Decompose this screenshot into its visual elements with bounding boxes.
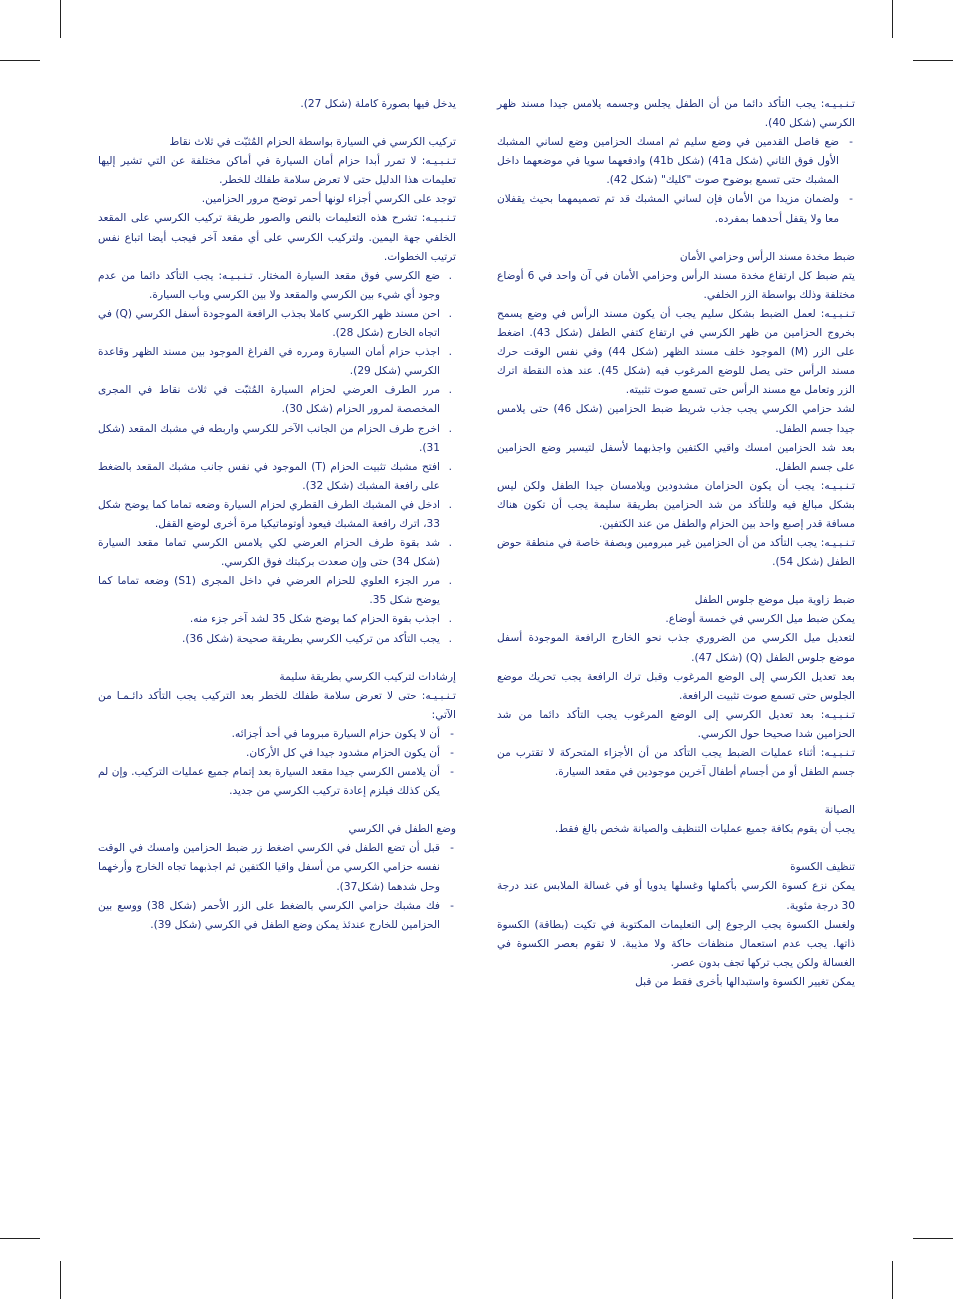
section-heading: الصيانة: [824, 804, 855, 817]
list-item: . اجذب حزام أمان السيارة ومرره في الفراغ الموجود بين مسند الظهر وقاعدة الكرسي (شكل 29).: [98, 343, 456, 381]
warning-paragraph: تـنـبـيـه: يجب التأكد دائما من أن الطفل يجلس وجسمه يلامس جيدا مسند ظهر الكرسي (شكل 40).: [497, 98, 855, 130]
list-item: . ضع الكرسي فوق مقعد السيارة المختار. تـنـبـيـه: يجب التأكد دائما من عدم وجود أي شيء بين الكرسي والمقعد ولا بين الكرسي وباب السيارة.: [98, 267, 456, 305]
bullet-list: [98, 839, 456, 934]
crop-mark: [0, 60, 40, 61]
section-heading: ضبط مخدة مسند الرأس وحزامي الأمان: [679, 250, 855, 263]
crop-mark: [0, 1238, 40, 1239]
list-item: . اخرج طرف الحزام من الجانب الآخر للكرسي واربطه في مشبك المقعد (شكل 31).: [98, 420, 456, 458]
list-item: - ضع فاصل القدمين في وضع سليم ثم امسك الحزامين وضع لساني المشبك الأول فوق الثاني (شكل 41a) (شكل 41b) وادفعهما سويا في موضعهما داخل المشبك حتى تسمع بوضوح صوت "كليك" (شكل 42).: [497, 133, 855, 190]
warning-paragraph: تـنـبـيـه: يجب أن يكون الحزامان مشدودين ويلامسان جيدا الطفل ولكن ليس بشكل مبالغ فيه وللتأكد من شد الحزامين بطريقة سليمة يجب أن تكون هناك مسافة قدر إصبع واحد بين الحزام والطفل من عند الكتفين.: [497, 479, 855, 530]
warning-paragraph: تـنـبـيـه: بعد تعديل الكرسي إلى الوضع المرغوب يجب التأكد دائما من شد الحزامين شدا صحيحا حول الكرسي.: [497, 708, 855, 740]
paragraph: يتم ضبط كل ارتفاع مخدة مسند الرأس وحزامي الأمان في آن واحد في 6 أوضاع مختلفة وذلك بواسطة الزر الخلفي.: [497, 269, 855, 301]
warning-paragraph: تـنـبـيـه: لعمل الضبط بشكل سليم يجب أن يكون مسند الرأس في وضع يسمح بخروج الحزامين من ظهر الكرسي في ارتفاع كتفي الطفل (شكل 43). اضغط على الزر (M) الموجود خلف مسند الظهر (شكل 44) وفي نفس الوقت حرك مسند الرأس حتى يصل للوضع المرغوب فيه (شكل 45). عند هذه النقطة اترك الزر وتعامل مع مسند الرأس حتى تسمع صوت تثبيته.: [497, 307, 855, 397]
crop-mark: [913, 60, 953, 61]
crop-mark: [892, 0, 893, 38]
list-item: - فك مشبك حزامي الكرسي بالضغط على الزر الأحمر (شكل 38) ووسع بين الحزامين للخارج عندئذ يمكن وضع الطفل في الكرسي (شكل 39).: [98, 897, 456, 935]
paragraph: يمكن نزع كسوة الكرسي بأكملها وغسلها يدويا أو في غسالة الملابس عند درجة 30 درجة مئوية.: [497, 880, 855, 912]
list-item: - ولضمان مزيدا من الأمان فإن لساني المشبك قد تم تصميمهما بحيث يقفلان معا ولا يقفل أحدهما بمفرده.: [497, 190, 855, 228]
section-heading: ضبط زاوية ميل موضع جلوس الطفل: [694, 594, 855, 607]
left-column: [98, 95, 456, 935]
crop-mark: [913, 1238, 953, 1239]
list-item: . مرر الجزء العلوي للحزام العرضي في داخل المجرى (S1) وضعه تماما كما يوضح شكل 35.: [98, 572, 456, 610]
list-item: . اجذب بقوة الحزام كما يوضح شكل 35 لشد آخر جزء منه.: [98, 610, 456, 629]
right-column: [497, 95, 855, 992]
paragraph: ولغسل الكسوة يجب الرجوع إلى التعليمات المكتوبة في تكيت (بطاقة) الكسوة ذاتها. يجب عدم استعمال منظفات حاكة ولا مذيبة. لا تقوم بعصر الكسوة في الغسالة ولكن يجب تركها تجف بدون عصر.: [497, 918, 855, 969]
paragraph: توجد على الكرسي أجزاء لونها أحمر توضح مرور الحزامين.: [201, 193, 456, 206]
list-item: - أن يلامس الكرسي جيدا مقعد السيارة بعد إتمام جميع عمليات التركيب. وإن لم يكن كذلك فيلزم إعادة تركيب الكرسي من جديد.: [98, 763, 456, 801]
list-item: . يجب التأكد من تركيب الكرسي بطريقة صحيحة (شكل 36).: [98, 630, 456, 649]
warning-paragraph: تـنـبـيـه: لا تمرر أبدا حزام أمان السيارة في أماكن مختلفة عن التي تشير إليها تعليمات هذا الدليل حتى لا تعرض سلامة طفلك للخطر.: [98, 155, 456, 187]
paragraph: يدخل فيها بصورة كاملة (شكل 27).: [300, 98, 456, 110]
paragraph: يمكن تغيير الكسوة واستبدالها بأخرى فقط من قبل: [635, 975, 855, 988]
paragraph: يجب أن يقوم بكافة جميع عمليات التنظيف والصيانة شخص بالغ فقط.: [554, 823, 855, 836]
paragraph: لشد حزامي الكرسي يجب جذب شريط ضبط الحزامين (شكل 46) حتى يلامس جيدا جسم الطفل.: [497, 403, 855, 435]
paragraph: لتعديل ميل الكرسي من الضروري جذب نحو الخارج الرافعة الموجودة أسفل موضع جلوس الطفل (Q) (شكل 47).: [497, 632, 855, 664]
list-item: . ادخل في المشبك الطرف القطري لحزام السيارة وضعه تماما كما يوضح شكل 33، اترك رافعة المشبك فيعود أوتوماتيكيا مرة أخرى لوضع القفل.: [98, 496, 456, 534]
warning-paragraph: تـنـبـيـه: حتى لا تعرض سلامة طفلك للخطر بعد التركيب يجب التأكد دائـمـا من الآتي:: [98, 689, 456, 721]
list-item: . شد بقوة طرف الحزام العرضي لكي يلامس الكرسي تماما مقعد السيارة (شكل 34) حتى وإن صعدت بركبتك فوق الكرسي.: [98, 534, 456, 572]
crop-mark: [892, 1261, 893, 1299]
bullet-list: [497, 133, 855, 228]
warning-paragraph: تـنـبـيـه: تشرح هذه التعليمات بالنص والصور طريقة تركيب الكرسي على المقعد الخلفي جهة اليمين. ولتركيب الكرسي على أي مقعد آخر فيجب أيضا اتباع نفس ترتيب الخطوات.: [98, 212, 456, 263]
paragraph: بعد شد الحزامين امسك واقيي الكتفين واجذبهما لأسفل لتيسير وضع الحزامين على جسم الطفل.: [497, 441, 855, 473]
warning-paragraph: تـنـبـيـه: أثناء عمليات الضبط يجب التأكد من أن الأجزاء المتحركة لا تقترب من جسم الطفل أو من أجسام أطفال آخرين موجودين في مقعد السيارة.: [497, 747, 855, 779]
crop-mark: [60, 0, 61, 38]
section-heading: تركيب الكرسي في السيارة بواسطة الحزام المُثبّت في ثلاث نقاط: [169, 136, 456, 149]
section-heading: وضع الطفل في الكرسي: [348, 823, 456, 836]
step-list: [98, 267, 456, 649]
list-item: - أن يكون الحزام مشدود جيدا في كل الأركان.: [98, 744, 456, 763]
list-item: . مرر الطرف العرضي لحزام السيارة المُثبّت في ثلاث نقاط في المجرى المخصصة لمرور الحزام (شكل 30).: [98, 381, 456, 419]
bullet-list: [98, 725, 456, 801]
section-heading: تنظيف الكسوة: [790, 861, 855, 874]
warning-paragraph: تـنـبـيـه: يجب التأكد من أن الحزامين غير مبرومين وبصفة خاصة في منطقة حوض الطفل (شكل 54).: [497, 537, 855, 569]
paragraph: يمكن ضبط ميل الكرسي في خمسة أوضاع.: [665, 613, 855, 626]
list-item: - قبل أن تضع الطفل في الكرسي اضغط زر ضبط الحزامين وامسك في الوقت نفسه حزامي الكرسي من أسفل واقيا الكتفين ثم اجذبهما تجاه الخارج وأرخهما وحل شدهما (شكل37).: [98, 839, 456, 896]
crop-mark: [60, 1261, 61, 1299]
section-heading: إرشادات لتركيب الكرسي بطريقة سليمة: [279, 670, 456, 683]
list-item: . احن مسند ظهر الكرسي كاملا بجذب الرافعة الموجودة أسفل الكرسي (Q) في اتجاه الخارج (شكل 28).: [98, 305, 456, 343]
list-item: . افتح مشبك تثبيت الحزام (T) الموجود في نفس جانب مشبك المقعد بالضغط على رافعة المشبك (شكل 32).: [98, 458, 456, 496]
paragraph: بعد تعديل الكرسي إلى الوضع المرغوب وقبل ترك الرافعة يجب تحريك موضع الجلوس حتى تسمع صوت تثبيت الرافعة.: [497, 670, 855, 702]
list-item: - أن لا يكون حزام السيارة مبروما في أحد أجزائه.: [98, 725, 456, 744]
